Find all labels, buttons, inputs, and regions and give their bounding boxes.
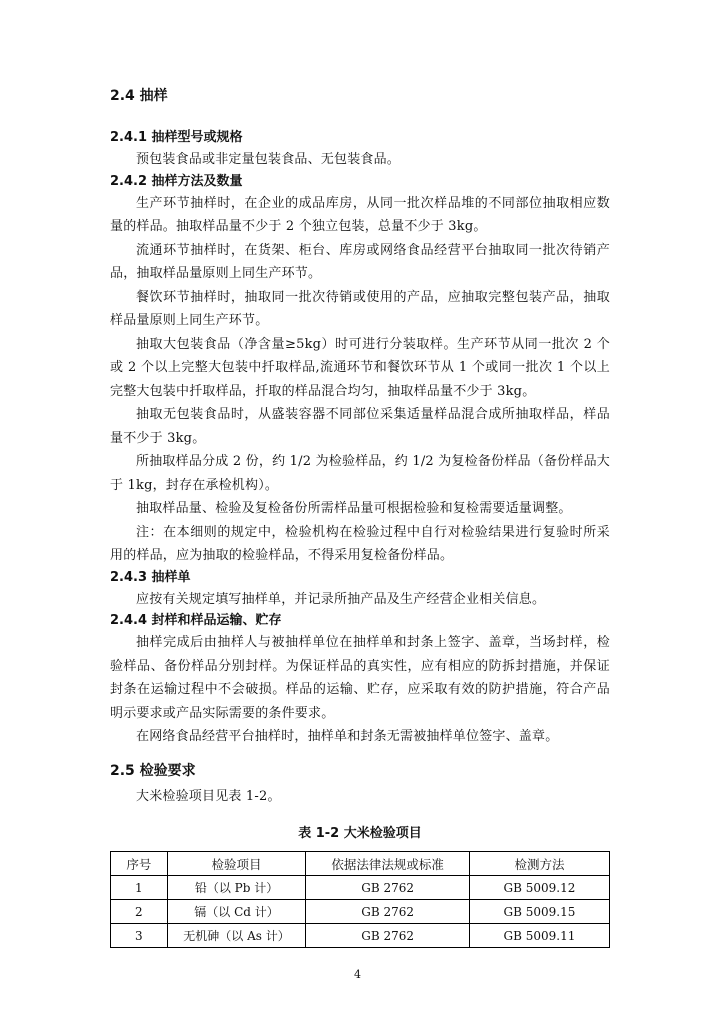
cell-no: 2 [111, 900, 168, 924]
table-row [111, 924, 610, 948]
cell-basis: GB 2762 [306, 876, 470, 900]
header-cell-basis: 依据法律法规或标准 [306, 852, 470, 876]
paragraph-2-4-2-1: 生产环节抽样时，在企业的成品库房，从同一批次样品堆的不同部位抽取相应数量的样品。抽取样品量不少于 2 个独立包装，总量不少于 3kg。 [110, 195, 610, 234]
header-cell-item: 检验项目 [167, 852, 306, 876]
cell-item: 无机砷（以 As 计） [167, 924, 306, 948]
table-caption: 表 1-2 大米检验项目 [298, 826, 422, 841]
section-heading-2-4: 2.4 抽样 [110, 88, 168, 104]
cell-basis: GB 2762 [306, 900, 470, 924]
paragraph-2-4-3: 应按有关规定填写抽样单，并记录所抽产品及生产经营企业相关信息。 [136, 591, 546, 607]
paragraph-2-5: 大米检验项目见表 1-2。 [136, 788, 281, 804]
paragraph-2-4-2-2: 流通环节抽样时，在货架、柜台、库房或网络食品经营平台抽取同一批次待销产品，抽取样品量原则上同生产环节。 [110, 242, 610, 281]
heading-2-4-4: 2.4.4 封样和样品运输、贮存 [110, 613, 282, 628]
inspection-items-table [110, 851, 610, 948]
cell-item: 镉（以 Cd 计） [167, 900, 306, 924]
heading-2-4-2: 2.4.2 抽样方法及数量 [110, 173, 243, 189]
paragraph-2-4-2-4: 抽取大包装食品（净含量≥5kg）时可进行分装取样。生产环节从同一批次 2 个或 2 个以上完整大包装中扦取样品,流通环节和餐饮环节从 1 个或同一批次 1 个以上完整大包装中扦取样品，扦取的样品混合均匀，抽取样品量不少于 3kg。 [110, 336, 610, 399]
table-row [111, 900, 610, 924]
table-header-row [111, 852, 610, 876]
table-row [111, 876, 610, 900]
paragraph-2-4-2-3: 餐饮环节抽样时，抽取同一批次待销或使用的产品，应抽取完整包装产品，抽取样品量原则上同生产环节。 [110, 289, 610, 328]
cell-method: GB 5009.15 [469, 900, 609, 924]
cell-no: 3 [111, 924, 168, 948]
paragraph-2-4-1: 预包装食品或非定量包装食品、无包装食品。 [136, 152, 401, 167]
cell-basis: GB 2762 [306, 924, 470, 948]
cell-method: GB 5009.12 [469, 876, 609, 900]
cell-item: 铅（以 Pb 计） [167, 876, 306, 900]
page-number: 4 [354, 968, 361, 981]
heading-2-4-3: 2.4.3 抽样单 [110, 569, 191, 585]
cell-no: 1 [111, 876, 168, 900]
cell-method: GB 5009.11 [469, 924, 609, 948]
paragraph-2-4-4-2: 在网络食品经营平台抽样时，抽样单和封条无需被抽样单位签字、盖章。 [136, 729, 559, 744]
paragraph-2-4-2-7: 抽取样品量、检验及复检备份所需样品量可根据检验和复检需要适量调整。 [136, 501, 572, 516]
heading-2-4-1: 2.4.1 抽样型号或规格 [110, 130, 243, 145]
paragraph-2-4-2-8: 注：在本细则的规定中，检验机构在检验过程中自行对检验结果进行复验时所采用的样品，应为抽取的检验样品，不得采用复检备份样品。 [110, 524, 610, 563]
paragraph-2-4-2-6: 所抽取样品分成 2 份，约 1/2 为检验样品，约 1/2 为复检备份样品（备份样品大于 1kg，封存在承检机构）。 [110, 454, 610, 493]
paragraph-2-4-4-1: 抽样完成后由抽样人与被抽样单位在抽样单和封条上签字、盖章，当场封样，检验样品、备份样品分别封样。为保证样品的真实性，应有相应的防拆封措施，并保证封条在运输过程中不会破损。样品的运输、贮存，应采取有效的防护措施，符合产品明示要求或产品实际需要的条件要求。 [110, 635, 610, 721]
document-page [110, 86, 610, 948]
paragraph-2-4-2-5: 抽取无包装食品时，从盛装容器不同部位采集适量样品混合成所抽取样品，样品量不少于 3kg。 [110, 407, 610, 446]
header-cell-no: 序号 [111, 852, 168, 876]
section-heading-2-5: 2.5 检验要求 [110, 762, 196, 779]
header-cell-method: 检测方法 [469, 852, 609, 876]
